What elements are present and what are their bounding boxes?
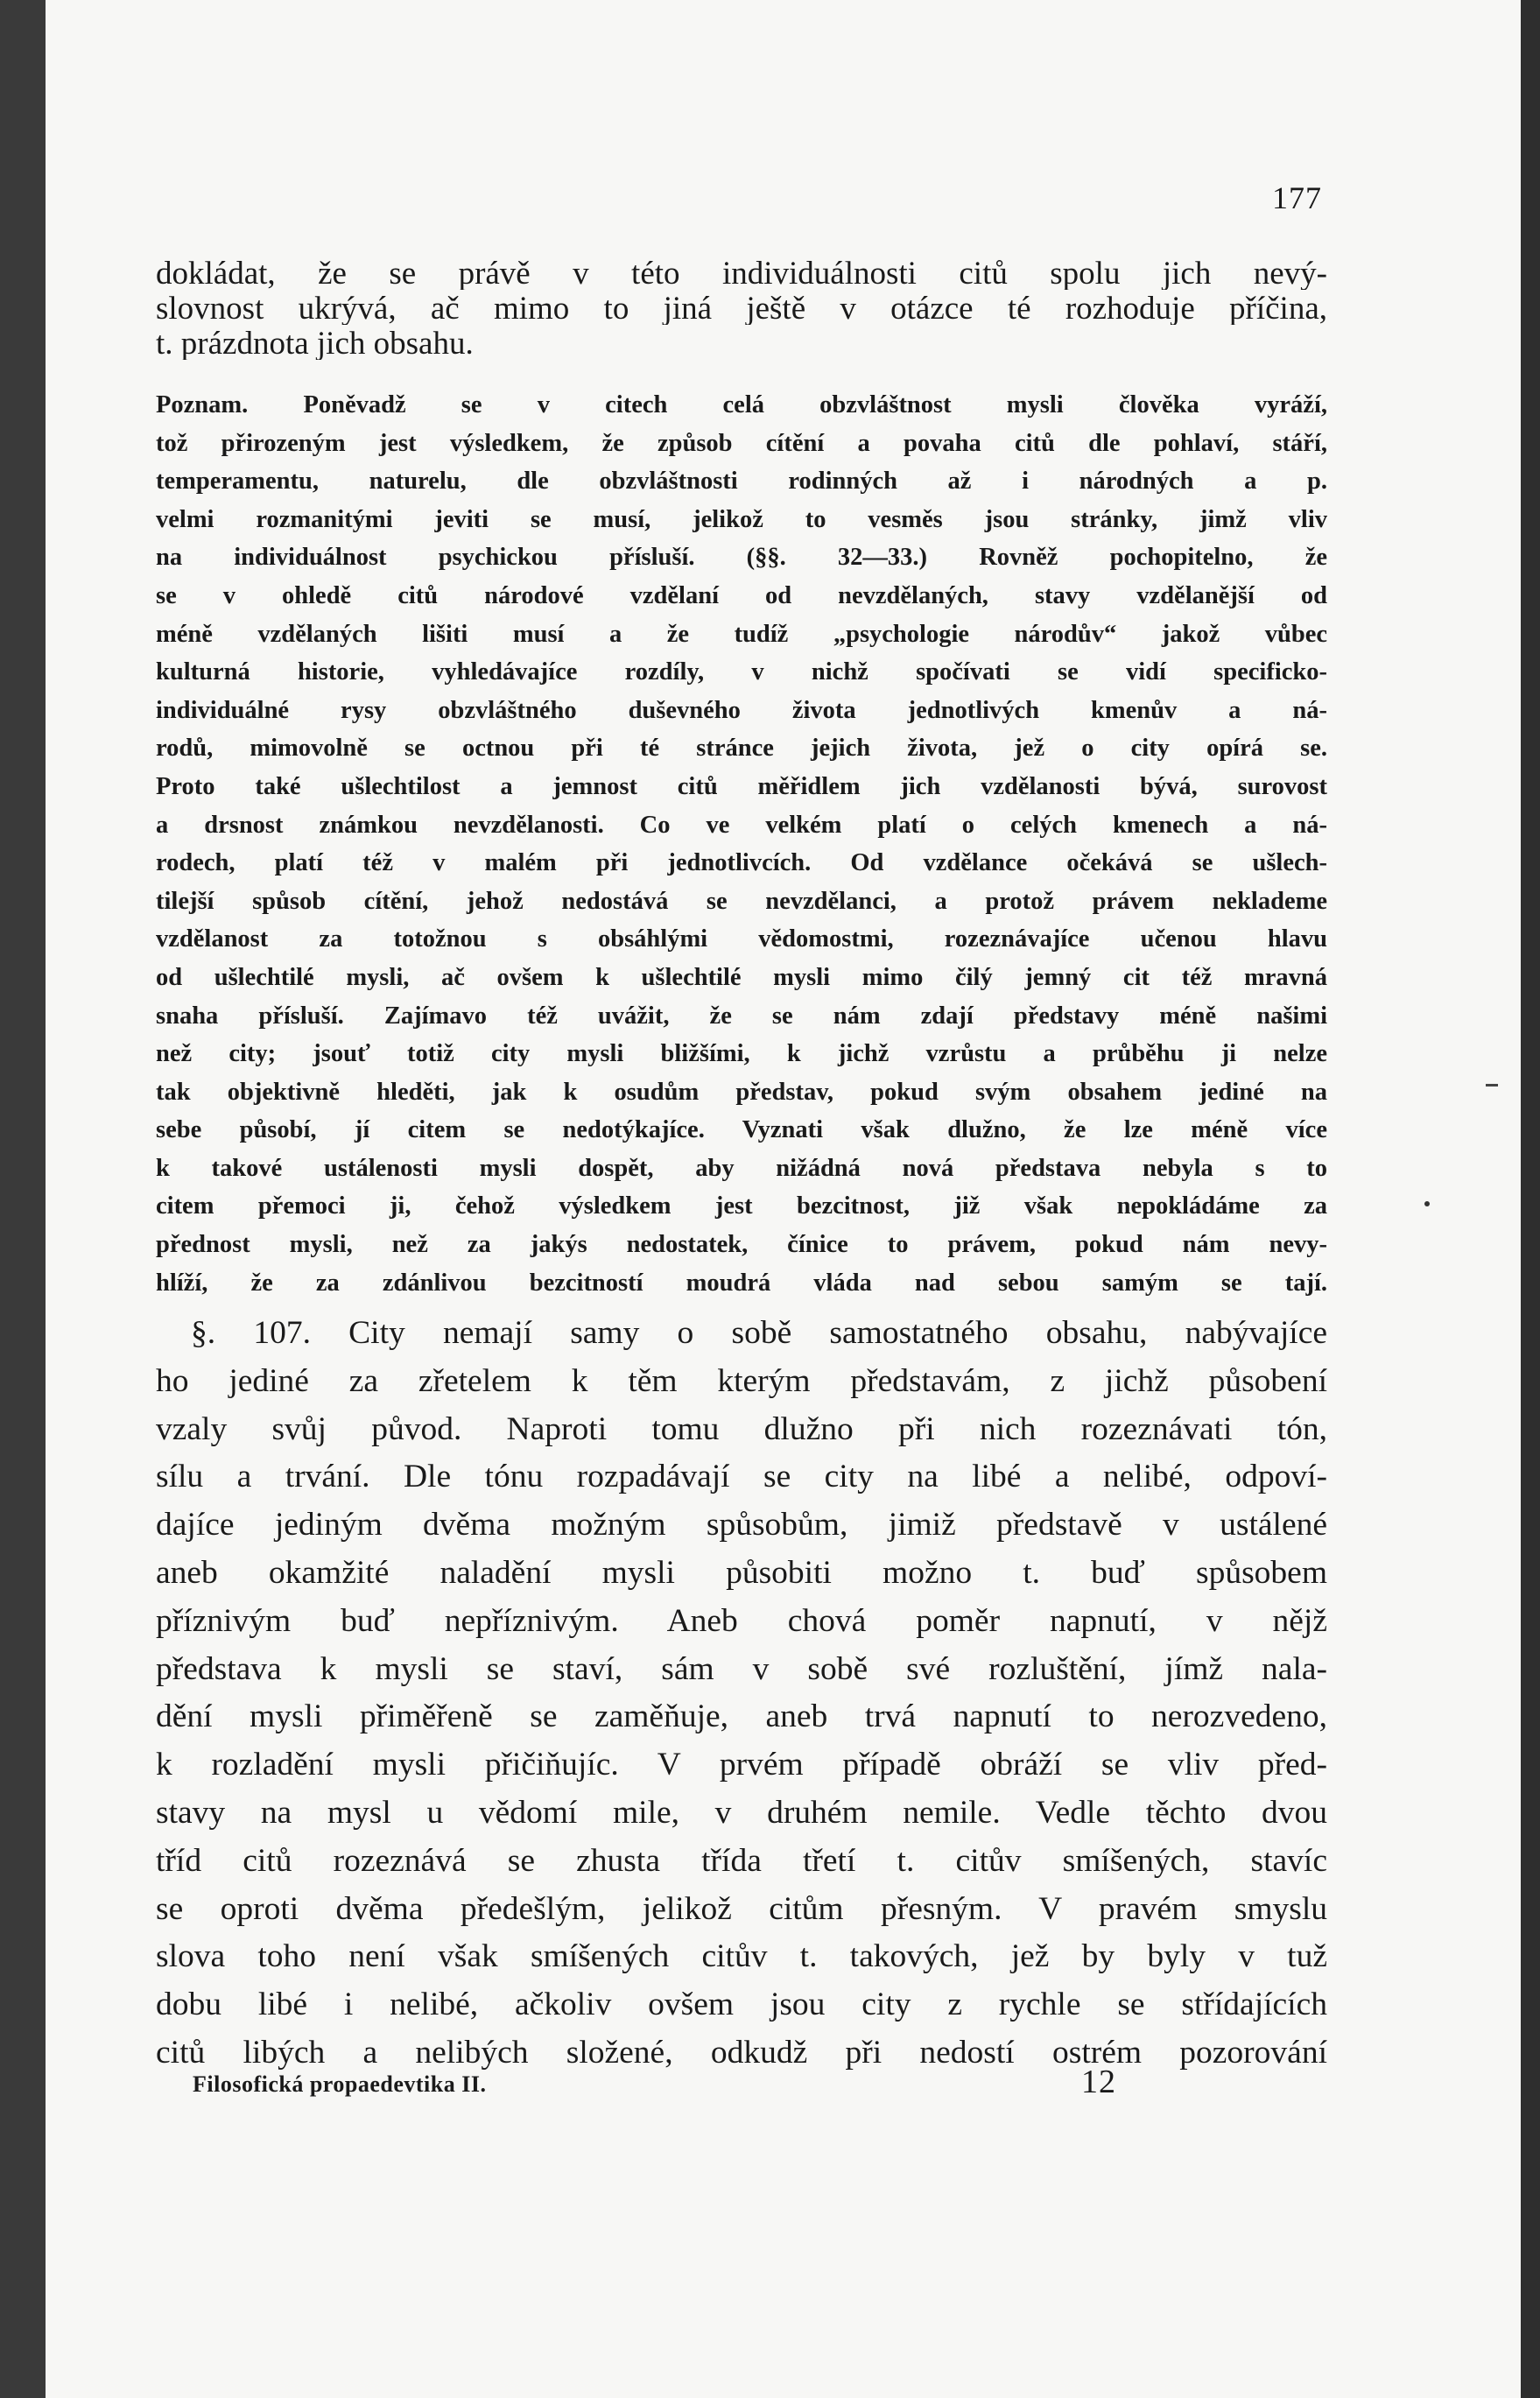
section-line: tříd citů rozeznává se zhusta třída třetí t. citův smíšených, stavíc [156, 1844, 1327, 1878]
footer-signature-mark: 12 [1081, 2064, 1116, 2100]
note-line: tak objektivně hleděti, jak k osudům představ, pokud svým obsahem jediné na [156, 1078, 1327, 1106]
section-line: citů libých a nelibých složené, odkudž při nedostí ostrém pozorování [156, 2036, 1327, 2070]
note-line: méně vzdělaných lišiti musí a že tudíž „psychologie národův“ jakož vůbec [156, 620, 1327, 648]
section-line: stavy na mysl u vědomí mile, v druhém nemile. Vedle těchto dvou [156, 1796, 1327, 1830]
scan-left-border [0, 0, 46, 2398]
note-line: Proto také ušlechtilost a jemnost citů měřidlem jich vzdělanosti bývá, surovost [156, 772, 1327, 800]
section-line: sílu a trvání. Dle tónu rozpadávají se city na libé a nelibé, odpoví- [156, 1460, 1327, 1494]
note-line: vzdělanost za totožnou s obsáhlými vědomostmi, rozeznávajíce učenou hlavu [156, 925, 1327, 953]
section-line: aneb okamžité naladění mysli působiti možno t. buď spůsobem [156, 1556, 1327, 1590]
note-line: rodech, platí též v malém při jednotlivcích. Od vzdělance očekává se ušlech- [156, 849, 1327, 877]
book-page [46, 0, 1521, 2398]
note-line: snaha přísluší. Zajímavo též uvážit, že se nám zdají představy méně našimi [156, 1002, 1327, 1030]
note-line: se v ohledě citů národové vzdělaní od nevzdělaných, stavy vzdělanější od [156, 581, 1327, 609]
note-line: tož přirozeným jest výsledkem, že způsob cítění a povaha citů dle pohlaví, stáří, [156, 429, 1327, 457]
note-line: temperamentu, naturelu, dle obzvláštnosti rodinných až i národných a p. [156, 468, 1327, 496]
section-line: slova toho není však smíšených citův t. takových, jež by byly v tuž [156, 1940, 1327, 1974]
note-line: individuálné rysy obzvláštného duševného života jednotlivých kmenův a ná- [156, 696, 1327, 724]
section-line: §. 107. City nemají samy o sobě samostatného obsahu, nabývajíce [191, 1317, 1327, 1350]
note-line: na individuálnost psychickou přísluší. (§§. 32—33.) Rovněž pochopitelno, že [156, 544, 1327, 572]
note-line: než city; jsouť totiž city mysli bližšími, k jichž vzrůstu a průběhu ji nelze [156, 1040, 1327, 1068]
note-line: kulturná historie, vyhledávajíce rozdíly, v nichž spočívati se vidí specificko- [156, 658, 1327, 686]
section-line: představa k mysli se staví, sám v sobě své rozluštění, jímž nala- [156, 1652, 1327, 1686]
note-line: citem přemoci ji, čehož výsledkem jest bezcitnost, již však nepokládáme za [156, 1192, 1327, 1220]
footer-book-title: Filosofická propaedevtika II. [193, 2071, 487, 2097]
section-line: k rozladění mysli přičiňujíc. V prvém případě obráží se vliv před- [156, 1748, 1327, 1783]
section-line: dajíce jediným dvěma možným spůsobům, jimiž představě v ustálené [156, 1508, 1327, 1543]
note-line: hlíží, že za zdánlivou bezcitností moudrá vláda nad sebou samým se tají. [156, 1269, 1327, 1297]
note-line: Poznam. Poněvadž se v citech celá obzvláštnost mysli člověka vyráží, [156, 391, 1327, 418]
remark-paragraph [156, 391, 1327, 1307]
margin-mark [1486, 1084, 1498, 1086]
note-line: velmi rozmanitými jeviti se musí, jelikož to vesměs jsou stránky, jimž vliv [156, 505, 1327, 533]
note-line: přednost mysli, než za jakýs nedostatek, čínice to právem, pokud nám nevy- [156, 1231, 1327, 1259]
section-line: dění mysli přiměřeně se zaměňuje, aneb trvá napnutí to nerozvedeno, [156, 1700, 1327, 1734]
section-line: vzaly svůj původ. Naproti tomu dlužno při nich rozeznávati tón, [156, 1412, 1327, 1446]
section-line: dobu libé i nelibé, ačkoliv ovšem jsou city z rychle se střídajících [156, 1988, 1327, 2022]
note-line: k takové ustálenosti mysli dospět, aby nižádná nová představa nebyla s to [156, 1154, 1327, 1182]
note-line: od ušlechtilé mysli, ač ovšem k ušlechtilé mysli mimo čilý jemný cit též mravná [156, 963, 1327, 991]
scan-right-border [1521, 0, 1540, 2398]
section-line: příznivým buď nepříznivým. Aneb chová poměr napnutí, v nějž [156, 1604, 1327, 1638]
continued-paragraph [156, 257, 1327, 362]
section-line: se oproti dvěma předešlým, jelikož citům přesným. V pravém smyslu [156, 1892, 1327, 1926]
text-line: t. prázdnota jich obsahu. [156, 327, 474, 360]
note-line: rodů, mimovolně se octnou při té stránce jejich života, jež o city opírá se. [156, 735, 1327, 763]
section-107 [156, 1317, 1327, 2085]
note-line: tilejší spůsob cítění, jehož nedostává se nevzdělanci, a protož právem neklademe [156, 887, 1327, 915]
text-line: slovnost ukrývá, ač mimo to jiná ještě v otázce té rozhoduje příčina, [156, 292, 1327, 325]
page-number: 177 [1272, 180, 1322, 215]
margin-speck [1424, 1201, 1430, 1206]
text-line: dokládat, že se právě v této individuálnosti citů spolu jich nevý- [156, 257, 1327, 290]
note-line: sebe působí, jí citem se nedotýkajíce. Vyznati však dlužno, že lze méně více [156, 1116, 1327, 1144]
note-line: a drsnost známkou nevzdělanosti. Co ve velkém platí o celých kmenech a ná- [156, 811, 1327, 839]
section-line: ho jediné za zřetelem k těm kterým představám, z jichž působení [156, 1364, 1327, 1398]
